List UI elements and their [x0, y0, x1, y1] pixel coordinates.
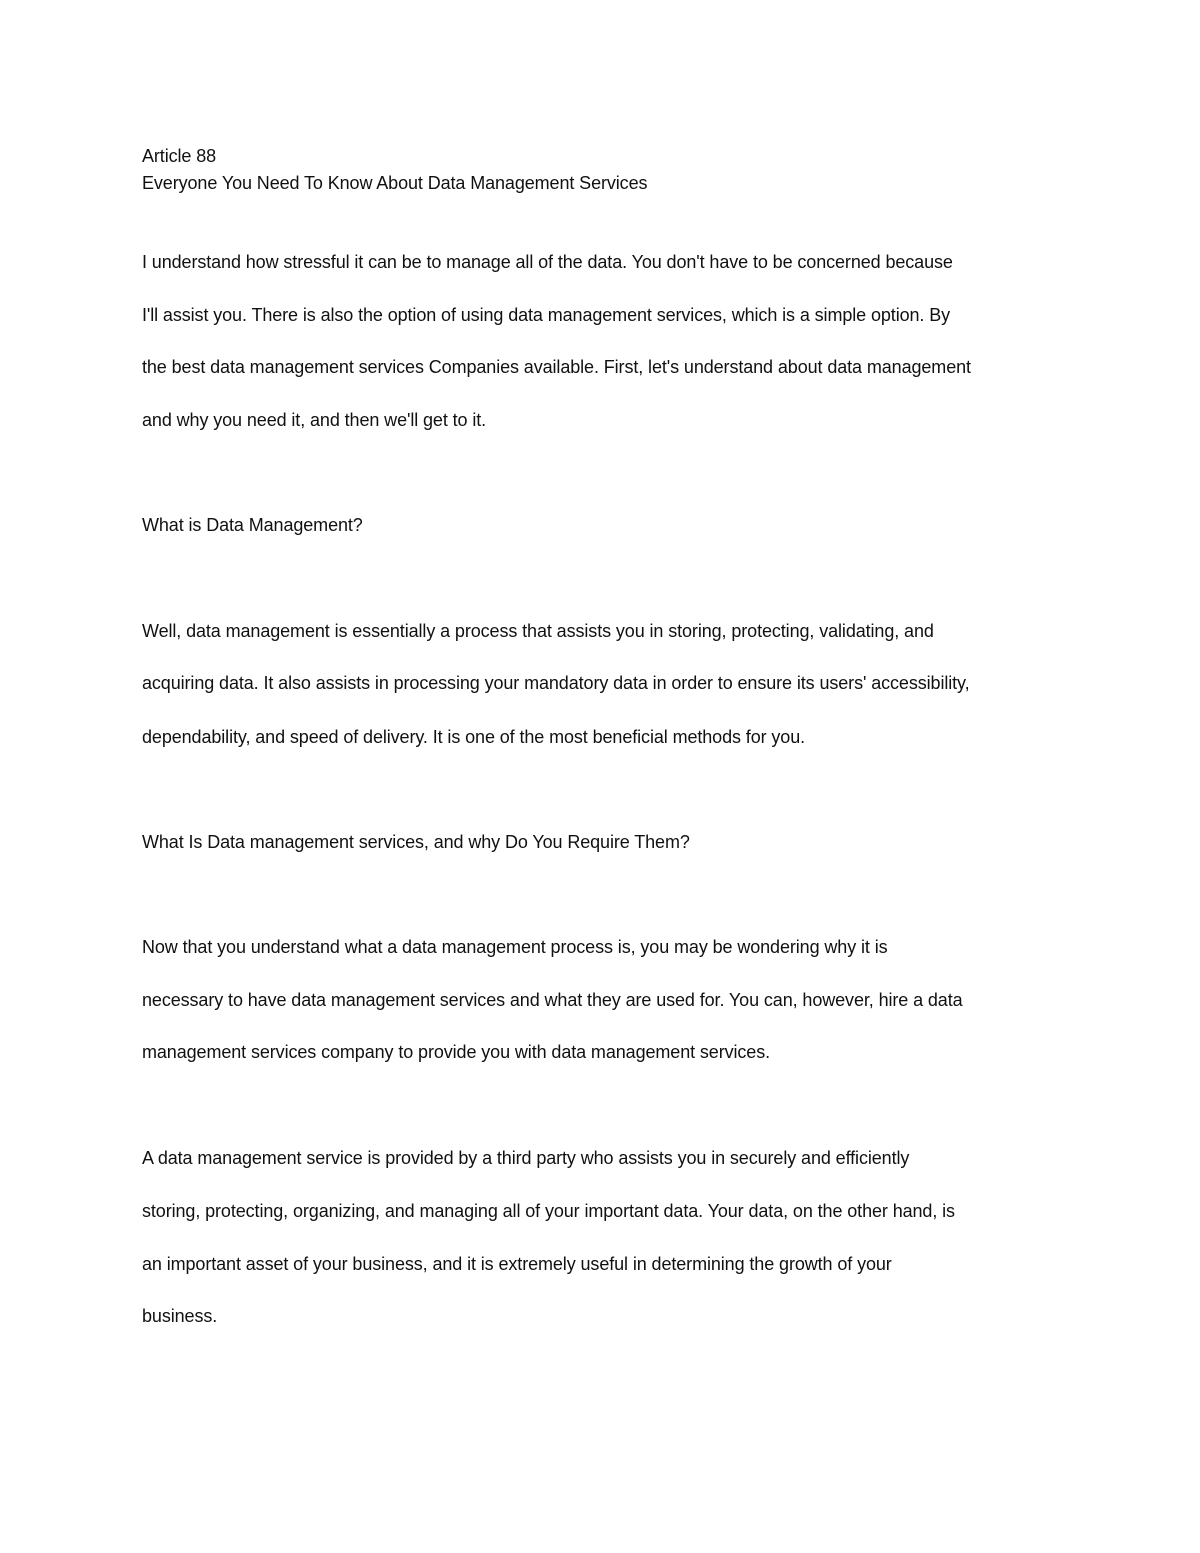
article-label: Article 88	[142, 146, 217, 166]
paragraph-1-line-4: and why you need it, and then we'll get to it.	[142, 410, 487, 430]
section-heading-what-is-data-management: What is Data Management?	[142, 515, 363, 535]
paragraph-4-line-4: business.	[142, 1306, 218, 1326]
paragraph-1-line-2: I'll assist you. There is also the option of using data management services, which is a simple option. By	[142, 305, 951, 325]
paragraph-3-line-1: Now that you understand what a data management process is, you may be wondering why it is	[142, 937, 888, 957]
paragraph-4-line-2: storing, protecting, organizing, and managing all of your important data. Your data, on the other hand, is	[142, 1201, 955, 1221]
paragraph-4-line-3: an important asset of your business, and it is extremely useful in determining the growth of your	[142, 1254, 892, 1274]
paragraph-2-line-3: dependability, and speed of delivery. It is one of the most beneficial methods for you.	[142, 727, 806, 747]
paragraph-4-line-1: A data management service is provided by a third party who assists you in securely and efficiently	[142, 1148, 910, 1168]
paragraph-1-line-1: I understand how stressful it can be to manage all of the data. You don't have to be concerned because	[142, 252, 953, 272]
document-title: Everyone You Need To Know About Data Management Services	[142, 173, 648, 193]
paragraph-3-line-3: management services company to provide you with data management services.	[142, 1042, 771, 1062]
paragraph-3-line-2: necessary to have data management services and what they are used for. You can, however, hire a data	[142, 990, 963, 1010]
paragraph-2-line-2: acquiring data. It also assists in processing your mandatory data in order to ensure its users' accessibility,	[142, 673, 970, 693]
paragraph-2-line-1: Well, data management is essentially a process that assists you in storing, protecting, validating, and	[142, 621, 934, 641]
paragraph-1-line-3: the best data management services Companies available. First, let's understand about data management	[142, 357, 971, 377]
section-heading-data-management-services: What Is Data management services, and why Do You Require Them?	[142, 832, 690, 852]
